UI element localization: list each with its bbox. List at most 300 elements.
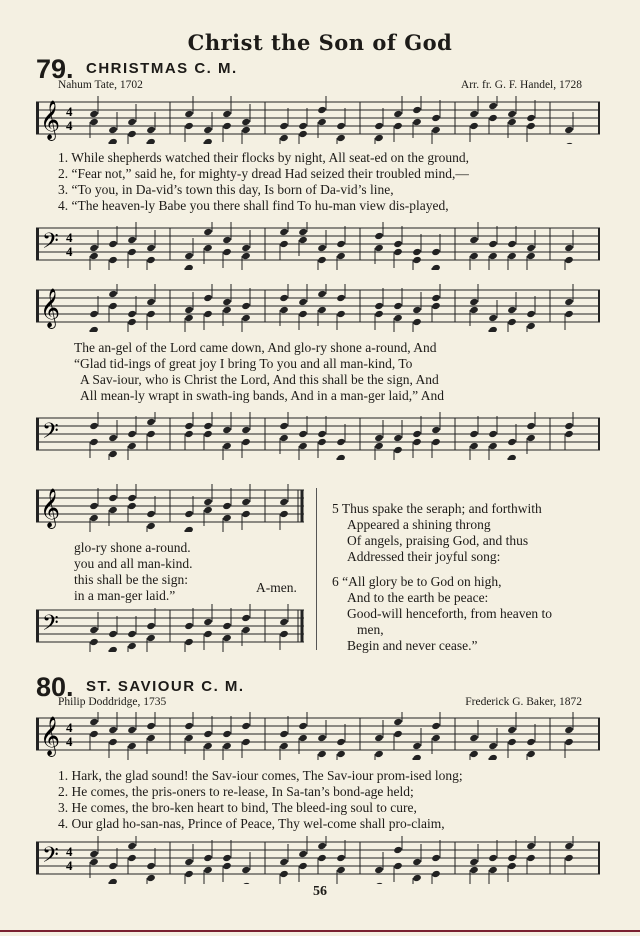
- note-head: [374, 750, 384, 758]
- note-head: [146, 310, 156, 318]
- note-head: [127, 502, 137, 510]
- note-head: [431, 438, 441, 446]
- note-head: [127, 310, 137, 318]
- note-head: [393, 302, 403, 310]
- note-head: [336, 294, 346, 302]
- note-head: [127, 118, 137, 126]
- note-head: [507, 252, 517, 260]
- lyric-line: 3. “To you, in Da-vid’s town this day, Is born of Da-vid’s line,: [58, 182, 394, 197]
- note-head: [146, 298, 156, 306]
- note-head: [317, 842, 327, 850]
- verse-line: 6 “All glory be to God on high,: [332, 574, 502, 589]
- note-head: [241, 626, 251, 634]
- note-head: [412, 874, 422, 882]
- note-head: [393, 122, 403, 130]
- page-number: 56: [313, 884, 327, 899]
- hymn-number: 80.: [36, 672, 74, 702]
- note-head: [469, 236, 479, 244]
- note-head: [279, 858, 289, 866]
- note-head: [89, 326, 99, 332]
- lyric-line: 4. Our glad ho-san-nas, Prince of Peace, Thy wel-come shall pro-claim,: [58, 816, 445, 831]
- note-head: [507, 862, 517, 870]
- note-head: [393, 730, 403, 738]
- note-head: [393, 240, 403, 248]
- note-head: [488, 430, 498, 438]
- note-head: [146, 634, 156, 642]
- note-head: [507, 438, 517, 446]
- note-head: [127, 726, 137, 734]
- note-head: [184, 314, 194, 322]
- note-head: [298, 850, 308, 858]
- composer-credit: Arr. fr. G. F. Handel, 1728: [460, 79, 582, 91]
- note-head: [127, 430, 137, 438]
- note-head: [222, 298, 232, 306]
- note-head: [564, 244, 574, 252]
- note-head: [222, 730, 232, 738]
- note-head: [146, 126, 156, 134]
- note-head: [222, 634, 232, 642]
- note-head: [374, 134, 384, 142]
- note-head: [507, 306, 517, 314]
- note-head: [526, 854, 536, 862]
- note-head: [146, 510, 156, 518]
- note-head: [469, 306, 479, 314]
- note-head: [412, 858, 422, 866]
- note-head: [241, 510, 251, 518]
- note-head: [108, 494, 118, 502]
- note-head: [222, 502, 232, 510]
- note-head: [317, 106, 327, 114]
- note-head: [336, 240, 346, 248]
- note-head: [488, 754, 498, 760]
- note-head: [222, 862, 232, 870]
- note-head: [146, 430, 156, 438]
- note-head: [279, 422, 289, 430]
- svg-text:4: 4: [66, 118, 73, 133]
- hymn-title: CHRISTMAS C. M.: [86, 60, 238, 77]
- note-head: [336, 866, 346, 874]
- note-head: [108, 506, 118, 514]
- note-head: [203, 138, 213, 144]
- note-head: [222, 110, 232, 118]
- note-head: [374, 734, 384, 742]
- note-head: [298, 122, 308, 130]
- lyric-line: 3. He comes, the bro-ken heart to bind, The bleed-ing soul to cure,: [58, 800, 417, 815]
- note-head: [317, 256, 327, 264]
- note-head: [241, 614, 251, 622]
- note-head: [374, 302, 384, 310]
- note-head: [203, 126, 213, 134]
- treble-staff: [36, 712, 602, 760]
- note-head: [279, 240, 289, 248]
- note-head: [146, 722, 156, 730]
- note-head: [184, 122, 194, 130]
- note-head: [488, 102, 498, 110]
- author-credit: Nahum Tate, 1702: [58, 79, 143, 91]
- note-head: [127, 248, 137, 256]
- note-head: [564, 126, 574, 134]
- note-head: [89, 118, 99, 126]
- note-head: [374, 866, 384, 874]
- note-head: [108, 302, 118, 310]
- note-head: [526, 244, 536, 252]
- note-head: [298, 442, 308, 450]
- note-head: [279, 134, 289, 142]
- note-head: [412, 742, 422, 750]
- svg-text:4: 4: [66, 734, 73, 749]
- note-head: [203, 294, 213, 302]
- note-head: [526, 434, 536, 442]
- note-head: [203, 630, 213, 638]
- note-head: [469, 858, 479, 866]
- note-head: [279, 618, 289, 626]
- note-head: [336, 310, 346, 318]
- note-head: [469, 252, 479, 260]
- note-head: [564, 298, 574, 306]
- note-head: [108, 646, 118, 652]
- bass-clef-icon: 𝄢: [42, 843, 59, 873]
- note-head: [298, 722, 308, 730]
- note-head: [336, 750, 346, 758]
- note-head: [564, 142, 574, 144]
- verse-line: And to the earth be peace:: [347, 590, 489, 605]
- note-head: [241, 438, 251, 446]
- note-head: [469, 866, 479, 874]
- lyric-line: 2. “Fear not,” said he, for mighty-y dread Had seized their troubled mind,—: [58, 166, 469, 181]
- note-head: [241, 244, 251, 252]
- note-head: [526, 322, 536, 330]
- note-head: [127, 742, 137, 750]
- note-head: [564, 430, 574, 438]
- note-head: [222, 514, 232, 522]
- note-head: [184, 252, 194, 260]
- note-head: [317, 750, 327, 758]
- note-head: [431, 734, 441, 742]
- note-head: [89, 310, 99, 318]
- note-head: [393, 846, 403, 854]
- note-head: [564, 310, 574, 318]
- note-head: [336, 454, 346, 460]
- note-head: [184, 870, 194, 878]
- note-head: [336, 252, 346, 260]
- note-head: [108, 290, 118, 298]
- note-head: [336, 738, 346, 746]
- note-head: [127, 630, 137, 638]
- note-head: [488, 854, 498, 862]
- note-head: [184, 430, 194, 438]
- note-head: [564, 256, 574, 264]
- lyric-line: glo-ry shone a-round.: [74, 540, 191, 555]
- note-head: [203, 244, 213, 252]
- note-head: [146, 734, 156, 742]
- note-head: [317, 430, 327, 438]
- note-head: [431, 854, 441, 862]
- svg-text:4: 4: [66, 720, 73, 735]
- note-head: [469, 430, 479, 438]
- lyric-line: All mean-ly wrapt in swath-ing bands, And in a man-ger laid,” And: [80, 388, 445, 403]
- treble-staff: [36, 96, 602, 144]
- note-head: [184, 622, 194, 630]
- note-head: [431, 126, 441, 134]
- note-head: [507, 738, 517, 746]
- svg-text:4: 4: [66, 230, 73, 245]
- lyric-line: 2. He comes, the pris-oners to re-lease, In Sa-tan’s bond-age held;: [58, 784, 414, 799]
- note-head: [279, 306, 289, 314]
- note-head: [222, 854, 232, 862]
- note-head: [184, 858, 194, 866]
- page-edge-rule: [0, 930, 640, 932]
- note-head: [431, 264, 441, 270]
- note-head: [108, 726, 118, 734]
- note-head: [279, 498, 289, 506]
- note-head: [564, 726, 574, 734]
- note-head: [89, 252, 99, 260]
- hymn-title: ST. SAVIOUR C. M.: [86, 678, 245, 695]
- note-head: [108, 256, 118, 264]
- note-head: [222, 236, 232, 244]
- verse-line: Addressed their joyful song:: [347, 549, 501, 564]
- note-head: [298, 228, 308, 236]
- note-head: [241, 498, 251, 506]
- lyric-line: “Glad tid-ings of great joy I bring To you and all man-kind, To: [74, 356, 413, 371]
- svg-text:4: 4: [66, 844, 73, 859]
- note-head: [127, 130, 137, 138]
- bass-staff: [36, 836, 602, 884]
- note-head: [431, 722, 441, 730]
- lyric-line: this shall be the sign:: [74, 572, 188, 587]
- note-head: [89, 514, 99, 522]
- note-head: [507, 854, 517, 862]
- note-head: [127, 442, 137, 450]
- note-head: [184, 734, 194, 742]
- svg-text:4: 4: [66, 244, 73, 259]
- note-head: [203, 506, 213, 514]
- note-head: [374, 232, 384, 240]
- note-head: [526, 842, 536, 850]
- note-head: [108, 126, 118, 134]
- note-head: [374, 434, 384, 442]
- note-head: [393, 248, 403, 256]
- note-head: [184, 264, 194, 270]
- note-head: [488, 442, 498, 450]
- note-head: [526, 738, 536, 746]
- note-head: [526, 122, 536, 130]
- note-head: [184, 526, 194, 532]
- note-head: [241, 866, 251, 874]
- note-head: [241, 314, 251, 322]
- note-head: [279, 122, 289, 130]
- composer-credit: Frederick G. Baker, 1872: [465, 696, 582, 708]
- note-head: [241, 738, 251, 746]
- note-head: [336, 854, 346, 862]
- note-head: [184, 306, 194, 314]
- note-head: [488, 114, 498, 122]
- lyric-line: you and all man-kind.: [74, 556, 193, 571]
- note-head: [184, 722, 194, 730]
- verse-line: Appeared a shining throng: [347, 517, 491, 532]
- treble-staff: [36, 284, 602, 332]
- note-head: [431, 114, 441, 122]
- treble-clef-icon: 𝄞: [40, 288, 61, 328]
- note-head: [203, 730, 213, 738]
- note-head: [279, 510, 289, 518]
- note-head: [298, 298, 308, 306]
- note-head: [146, 622, 156, 630]
- note-head: [488, 314, 498, 322]
- bass-staff: [36, 412, 602, 460]
- note-head: [374, 122, 384, 130]
- note-head: [412, 106, 422, 114]
- note-head: [222, 248, 232, 256]
- note-head: [412, 256, 422, 264]
- note-head: [279, 434, 289, 442]
- note-head: [184, 110, 194, 118]
- note-head: [203, 422, 213, 430]
- note-head: [336, 438, 346, 446]
- note-head: [298, 734, 308, 742]
- note-head: [488, 742, 498, 750]
- bass-staff: [36, 222, 602, 270]
- note-head: [488, 326, 498, 332]
- note-head: [203, 310, 213, 318]
- note-head: [393, 434, 403, 442]
- note-head: [146, 522, 156, 530]
- note-head: [469, 298, 479, 306]
- note-head: [222, 122, 232, 130]
- note-head: [469, 750, 479, 758]
- note-head: [89, 730, 99, 738]
- note-head: [393, 110, 403, 118]
- note-head: [431, 302, 441, 310]
- note-head: [108, 630, 118, 638]
- note-head: [89, 438, 99, 446]
- note-head: [184, 638, 194, 646]
- lyric-line: 1. Hark, the glad sound! the Sav-iour comes, The Sav-iour prom-ised long;: [58, 768, 463, 783]
- section-title: Christ the Son of God: [187, 30, 453, 55]
- note-head: [279, 870, 289, 878]
- note-head: [222, 742, 232, 750]
- bass-staff: [36, 604, 306, 652]
- note-head: [317, 290, 327, 298]
- note-head: [146, 256, 156, 264]
- hymn-number: 79.: [36, 54, 74, 84]
- note-head: [526, 422, 536, 430]
- note-head: [89, 626, 99, 634]
- note-head: [564, 738, 574, 746]
- note-head: [89, 718, 99, 726]
- note-head: [526, 310, 536, 318]
- note-head: [469, 734, 479, 742]
- note-head: [279, 294, 289, 302]
- note-head: [317, 118, 327, 126]
- amen: A-men.: [256, 580, 297, 595]
- bass-clef-icon: 𝄢: [42, 419, 59, 449]
- note-head: [431, 248, 441, 256]
- note-head: [412, 754, 422, 760]
- note-head: [203, 430, 213, 438]
- verse-line: men,: [357, 622, 384, 637]
- verse-line: Good-will henceforth, from heaven to: [347, 606, 553, 621]
- note-head: [469, 442, 479, 450]
- note-head: [488, 252, 498, 260]
- note-head: [336, 122, 346, 130]
- note-head: [241, 252, 251, 260]
- note-head: [127, 854, 137, 862]
- note-head: [108, 240, 118, 248]
- note-head: [222, 442, 232, 450]
- note-head: [431, 426, 441, 434]
- lyric-line: 4. “The heaven-ly Babe you there shall find To hu-man view dis-played,: [58, 198, 449, 213]
- note-head: [203, 498, 213, 506]
- note-head: [127, 318, 137, 326]
- note-head: [279, 228, 289, 236]
- note-head: [317, 734, 327, 742]
- note-head: [431, 870, 441, 878]
- note-head: [89, 244, 99, 252]
- note-head: [108, 434, 118, 442]
- note-head: [526, 750, 536, 758]
- note-head: [108, 450, 118, 458]
- note-head: [412, 306, 422, 314]
- note-head: [203, 742, 213, 750]
- note-head: [469, 110, 479, 118]
- lyric-line: A Sav-iour, who is Christ the Lord, And this shall be the sign, And: [80, 372, 439, 387]
- note-head: [127, 642, 137, 650]
- note-head: [374, 244, 384, 252]
- author-credit: Philip Doddridge, 1735: [58, 696, 167, 708]
- note-head: [279, 730, 289, 738]
- note-head: [108, 138, 118, 144]
- note-head: [298, 430, 308, 438]
- note-head: [374, 310, 384, 318]
- note-head: [298, 310, 308, 318]
- note-head: [393, 314, 403, 322]
- note-head: [412, 438, 422, 446]
- note-head: [222, 426, 232, 434]
- note-head: [89, 502, 99, 510]
- note-head: [393, 862, 403, 870]
- note-head: [298, 862, 308, 870]
- note-head: [336, 134, 346, 142]
- lyric-line: in a man-ger laid.”: [74, 588, 176, 603]
- verse-line: 5 Thus spake the seraph; and forthwith: [332, 501, 542, 516]
- note-head: [146, 244, 156, 252]
- note-head: [564, 854, 574, 862]
- note-head: [184, 422, 194, 430]
- note-head: [317, 306, 327, 314]
- note-head: [203, 854, 213, 862]
- note-head: [412, 318, 422, 326]
- note-head: [412, 118, 422, 126]
- note-head: [146, 874, 156, 882]
- note-head: [203, 866, 213, 874]
- note-head: [317, 244, 327, 252]
- note-head: [393, 446, 403, 454]
- note-head: [317, 854, 327, 862]
- note-head: [89, 638, 99, 646]
- lyric-line: 1. While shepherds watched their flocks by night, All seat-ed on the ground,: [58, 150, 470, 165]
- verse-line: Of angels, praising God, and thus: [347, 533, 529, 548]
- note-head: [469, 122, 479, 130]
- treble-staff: [36, 484, 306, 532]
- treble-clef-icon: 𝄞: [40, 716, 61, 756]
- note-head: [507, 726, 517, 734]
- note-head: [564, 842, 574, 850]
- note-head: [298, 236, 308, 244]
- note-head: [431, 294, 441, 302]
- note-head: [127, 494, 137, 502]
- svg-text:4: 4: [66, 104, 73, 119]
